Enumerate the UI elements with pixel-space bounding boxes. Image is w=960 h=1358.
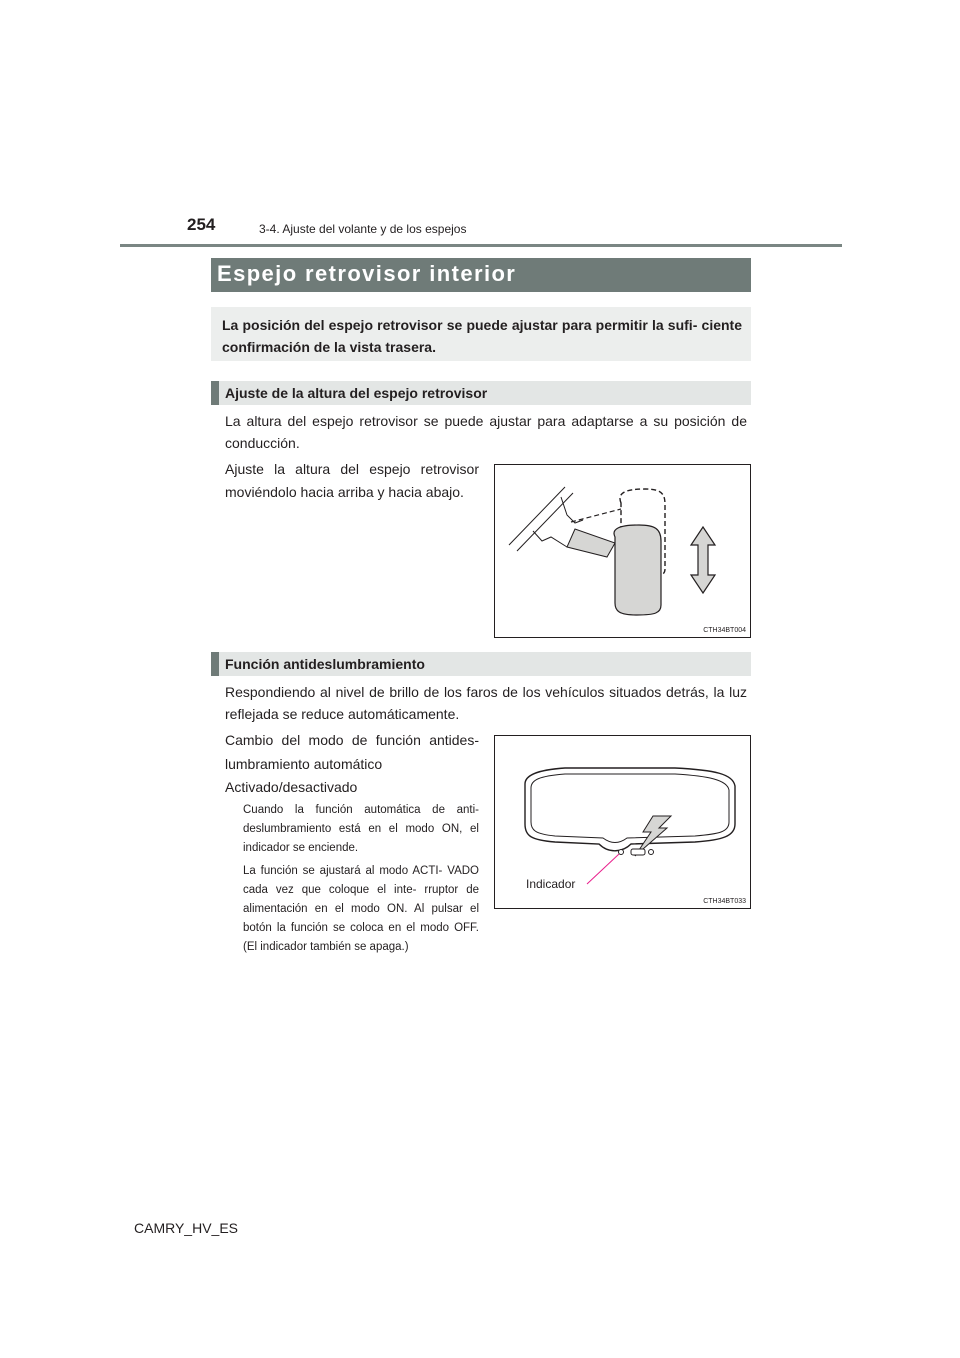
intro-text: La posición del espejo retrovisor se puede ajustar para permitir la sufi- ciente confirmación de la vista trasera. xyxy=(222,317,742,355)
antiglare-note-1: Cuando la función automática de anti- deslumbramiento está en el modo ON, el indicador se enciende. xyxy=(243,804,479,854)
antiglare-note-2: La función se ajustará al modo ACTI- VADO cada vez que coloque el inte- rruptor de alimentación en el modo ON. Al pulsar el botón la función se coloca en el modo OFF. (El indicador también se apaga.) xyxy=(243,865,479,953)
figure-code-2: CTH34BT033 xyxy=(703,898,746,905)
figure-code-1: CTH34BT004 xyxy=(703,627,746,634)
page-number: 254 xyxy=(187,215,216,234)
indicator-label: Indicador xyxy=(526,877,576,891)
footer-model: CAMRY_HV_ES xyxy=(134,1220,239,1236)
height-paragraph: La altura del espejo retrovisor se puede ajustar para adaptarse a su posición de conducción. xyxy=(225,413,747,451)
figure-mirror-height xyxy=(494,464,751,638)
header-divider xyxy=(120,244,842,247)
antiglare-toggle: Activado/desactivado xyxy=(225,779,358,795)
section-title: Espejo retrovisor interior xyxy=(217,261,517,286)
height-instruction: Ajuste la altura del espejo retrovisor moviéndolo hacia arriba y hacia abajo. xyxy=(225,461,479,500)
figure-mirror-indicator xyxy=(494,735,751,909)
antiglare-mode-change: Cambio del modo de función antides- lumbramiento automático xyxy=(225,732,479,772)
subsection-marker xyxy=(211,652,219,676)
chapter-heading: 3-4. Ajuste del volante y de los espejos xyxy=(259,222,467,236)
subsection-title-antiglare: Función antideslumbramiento xyxy=(225,656,425,672)
mirror-height-illustration xyxy=(495,465,750,637)
subsection-title-height: Ajuste de la altura del espejo retrovisor xyxy=(225,385,488,401)
subsection-marker xyxy=(211,381,219,405)
antiglare-paragraph: Respondiendo al nivel de brillo de los faros de los vehículos situados detrás, la luz reflejada se reduce automáticamente. xyxy=(225,684,747,722)
